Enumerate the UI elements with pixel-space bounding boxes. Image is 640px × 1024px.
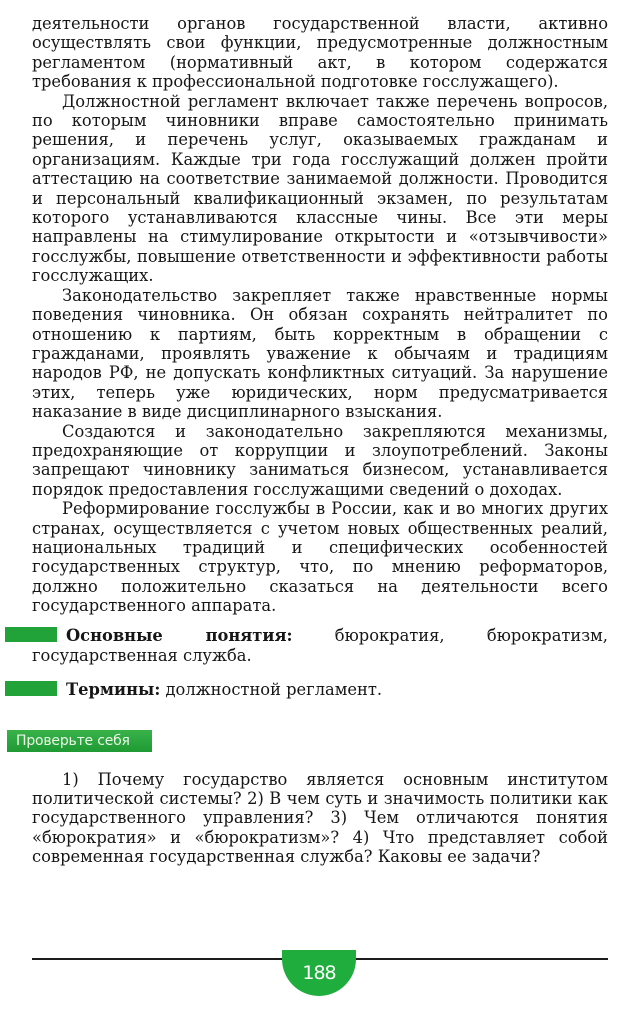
page-number: 188 (302, 962, 336, 984)
terms-marker-bar (5, 681, 57, 696)
paragraph-regulation-details: Должностной регламент включает также перечень вопросов, по которым чиновники вправе самостоятельно принимать решения, и перечень услуг, оказываемых гражданам и организациям. Каждые три года госслужащий должен пройти аттестацию на соответствие занимаемой должности. Проводится и персональный квалификационный экзамен, по результатам которого устанавливаются классные чины. Все эти меры направлены на стимулирование открытости и «отзывчивости» госслужбы, повышение ответственности и эффективности работы госслужащих. (32, 91, 608, 286)
concept-marker-bar (5, 627, 57, 642)
page-number-badge (282, 950, 356, 996)
key-concepts (32, 626, 608, 666)
key-concepts-text: бюрократия, бюрократизм, государственная служба. (32, 625, 608, 665)
textbook-page (16, 14, 608, 867)
paragraph-moral-norms: Законодательство закрепляет также нравственные нормы поведения чиновника. Он обязан сохранять нейтралитет по отношению к партиям, быть корректным в обращении с гражданами, проявлять уважение к обычаям и традициям народов РФ, не допускать конфликтных ситуаций. За нарушение этих, теперь уже юридических, норм предусматривается наказание в виде дисциплинарного взыскания. (32, 285, 608, 422)
key-terms-label: Термины: (66, 679, 161, 699)
paragraph-anti-corruption: Создаются и законодательно закрепляются механизмы, предохраняющие от коррупции и злоупотреблений. Законы запрещают чиновнику заниматься бизнесом, устанавливается порядок предоставления госслужащими сведений о доходах. (32, 421, 608, 499)
key-concepts-label: Основные понятия: (66, 625, 293, 645)
self-check-heading: Проверьте себя (7, 730, 152, 752)
self-check-questions: 1) Почему государство является основным институтом политической системы? 2) В чем суть и значимость политики как государственного управления? 3) Чем отличаются понятия «бюрократия» и «бюрократизм»? 4) Что представляет собой современная государственная служба? Каковы ее задачи? (32, 769, 608, 867)
key-terms (32, 680, 608, 700)
paragraph-regulation-intro: деятельности органов государственной власти, активно осуществлять свои функции, предусмотренные должностным регламентом (нормативный акт, в котором содержатся требования к профессиональной подготовке госслужащего). (32, 14, 608, 92)
key-terms-text: должностной регламент. (165, 679, 383, 699)
paragraph-reform: Реформирование госслужбы в России, как и во многих других странах, осуществляется с учетом новых общественных реалий, национальных традиций и специфических особенностей государственных структур, что, по мнению реформаторов, должно положительно сказаться на деятельности всего государственного аппарата. (32, 499, 608, 616)
